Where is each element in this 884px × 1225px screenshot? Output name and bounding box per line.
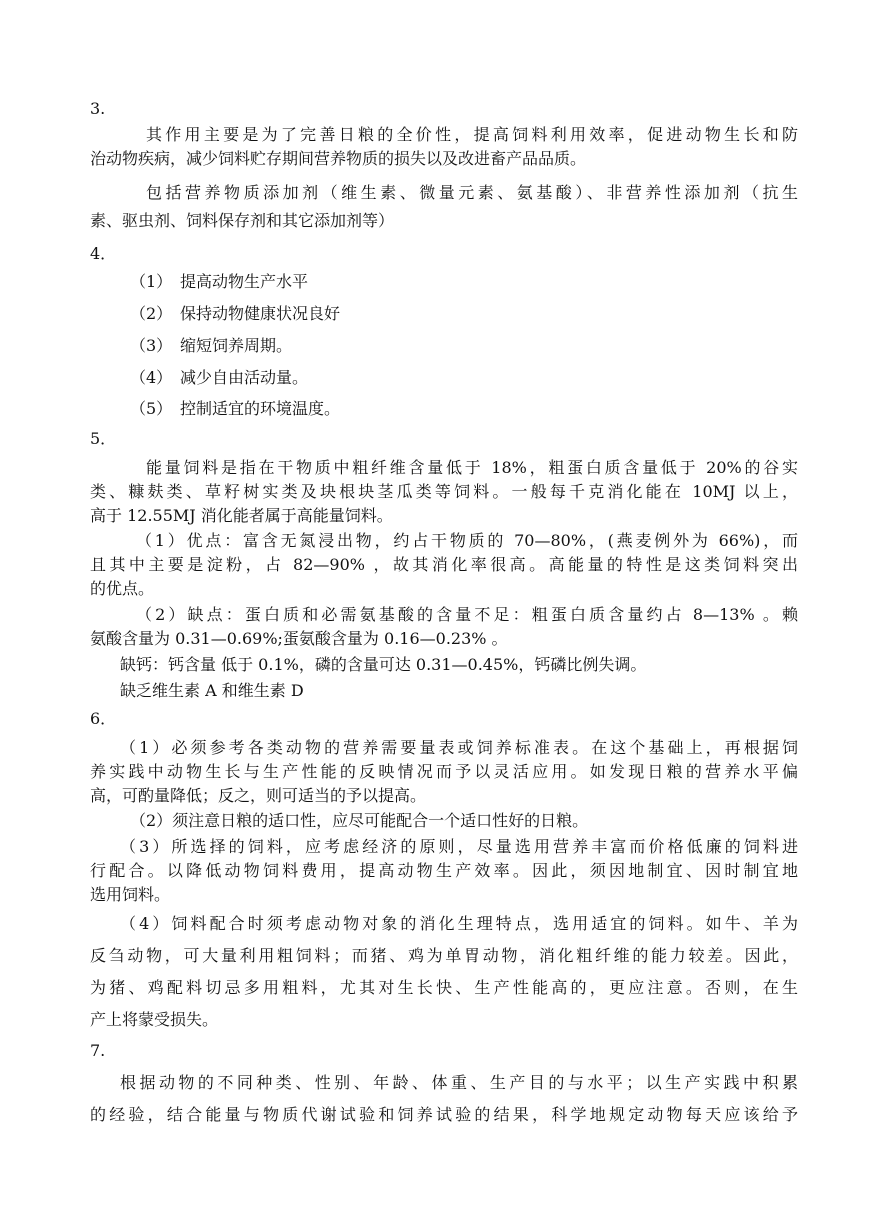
section-5-para4: 缺钙：钙含量 低于 0.1%，磷的含量可达 0.31—0.45%，钙磷比例失调。 [120, 655, 647, 674]
section-6-para4-line2: 反刍动物，可大量利用粗饲料；而猪、鸡为单胃动物，消化粗纤维的能力较差。因此， [90, 946, 798, 965]
section-5-para1-line2: 类、糠麸类、草籽树实类及块根块茎瓜类等饲料。一般每千克消化能在 10MJ 以上， [90, 482, 798, 501]
section-5-para2-line1: （1）优点：富含无氮浸出物，约占干物质的 70—80%，(燕麦例外为 66%)，而 [136, 531, 798, 550]
section-6-para1-line1: （1）必须参考各类动物的营养需要量表或饲养标准表。在这个基础上，再根据饲 [120, 738, 798, 757]
list-item-marker: （1） [130, 272, 173, 291]
section-6-para4-line1: （4）饲料配合时须考虑动物对象的消化生理特点，选用适宜的饲料。如牛、羊为 [120, 914, 798, 933]
list-item-marker: （4） [130, 368, 173, 387]
section-6-para3-line2: 行配合。以降低动物饲料费用，提高动物生产效率。因此，须因地制宜、因时制宜地 [90, 861, 798, 880]
list-item [130, 303, 340, 325]
list-item [130, 335, 292, 357]
section-6-para4-line4: 产上将蒙受损失。 [90, 1010, 219, 1029]
list-item-marker: （2） [130, 304, 173, 323]
section-6-para3-line3: 选用饲料。 [90, 885, 171, 904]
list-item-text: 提高动物生产水平 [180, 272, 309, 291]
list-item-text: 控制适宜的环境温度。 [180, 399, 341, 418]
section-5-para1-line1: 能量饲料是指在干物质中粗纤维含量低于 18%，粗蛋白质含量低于 20%的谷实 [146, 458, 798, 477]
section-3-para2-line1: 包括营养物质添加剂（维生素、微量元素、氨基酸）、非营养性添加剂（抗生 [146, 183, 798, 202]
list-item-text: 缩短饲养周期。 [180, 336, 293, 355]
list-item-text: 保持动物健康状况良好 [180, 304, 341, 323]
section-7-para1-line2: 的经验，结合能量与物质代谢试验和饲养试验的结果，科学地规定动物每天应该给予 [90, 1105, 798, 1124]
section-3-para1-line2: 治动物疾病，减少饲料贮存期间营养物质的损失以及改进畜产品品质。 [90, 149, 587, 168]
section-3-para1-line1: 其作用主要是为了完善日粮的全价性，提高饲料利用效率，促进动物生长和防 [146, 125, 798, 144]
section-5-para2-line3: 的优点。 [90, 579, 155, 598]
section-6-para4-line3: 为猪、鸡配料切忌多用粗料，尤其对生长快、生产性能高的，更应注意。否则，在生 [90, 978, 798, 997]
list-item [130, 271, 308, 293]
section-4-heading: 4． [90, 244, 117, 263]
section-5-para3-line1: （2）缺点：蛋白质和必需氨基酸的含量不足：粗蛋白质含量约占 8—13% 。赖 [136, 605, 798, 624]
section-7-heading: 7. [90, 1041, 106, 1060]
section-6-para2: （2）须注意日粮的适口性，应尽可能配合一个适口性好的日粮。 [130, 811, 589, 830]
list-item-marker: （5） [130, 399, 173, 418]
list-item [130, 367, 308, 389]
section-3-heading: 3. [90, 99, 106, 118]
section-5-para3-line2: 氨酸含量为 0.31—0.69%;蛋氨酸含量为 0.16—0.23% 。 [90, 629, 508, 648]
section-5-heading: 5． [90, 429, 117, 448]
list-item-marker: （3） [130, 336, 173, 355]
section-6-para1-line3: 高，可酌量降低；反之，则可适当的予以提高。 [90, 786, 427, 805]
list-item-text: 减少自由活动量。 [180, 368, 309, 387]
section-5-para2-line2: 且其中主要是淀粉，占 82—90% ，故其消化率很高。高能量的特性是这类饲料突出 [90, 555, 798, 574]
section-6-para3-line1: （3）所选择的饲料，应考虑经济的原则，尽量选用营养丰富而价格低廉的饲料进 [120, 837, 798, 856]
section-6-para1-line2: 养实践中动物生长与生产性能的反映情况而予以灵活应用。如发现日粮的营养水平偏 [90, 762, 798, 781]
section-6-heading: 6． [90, 709, 117, 728]
section-5-para1-line3: 高于 12.55MJ 消化能者属于高能量饲料。 [90, 506, 393, 525]
list-item [130, 398, 340, 420]
section-3-para2-line2: 素、驱虫剂、饲料保存剂和其它添加剂等） [90, 211, 395, 230]
section-5-para5: 缺乏维生素 A 和维生素 D [120, 681, 304, 700]
section-7-para1-line1: 根据动物的不同种类、性别、年龄、体重、生产目的与水平；以生产实践中积累 [120, 1073, 798, 1092]
